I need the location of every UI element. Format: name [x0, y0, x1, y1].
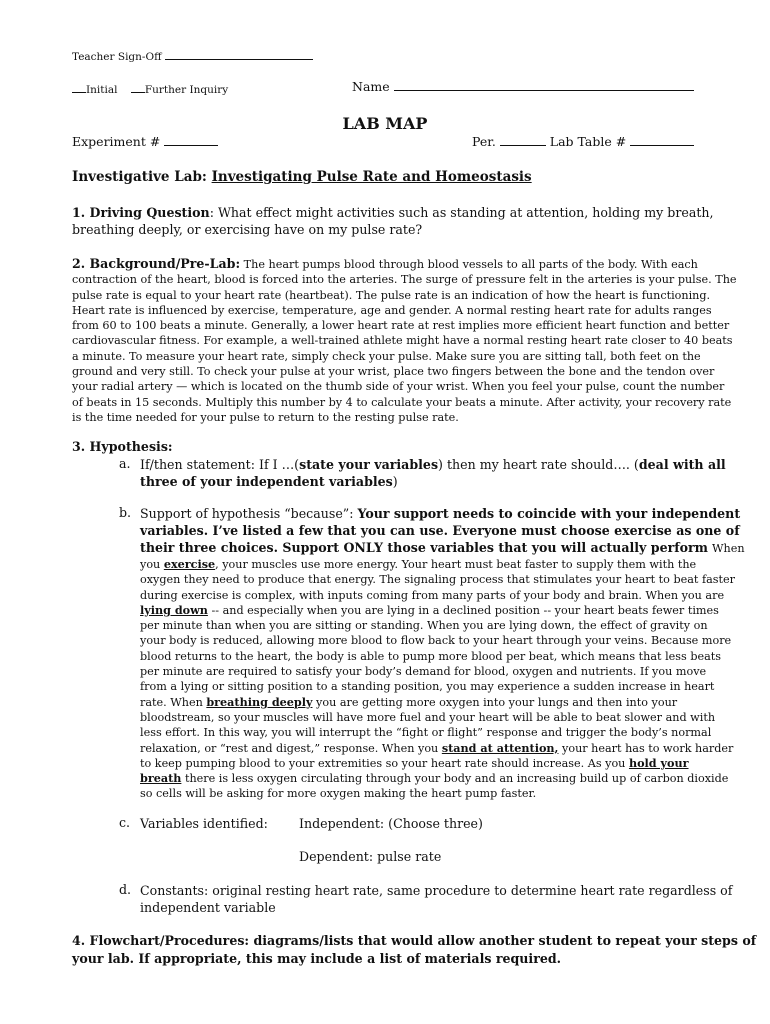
flowchart-heading: [72, 932, 756, 968]
hypothesis-d-letter: d.: [119, 882, 132, 897]
constants: [140, 882, 732, 916]
teacher-signoff: [72, 48, 313, 63]
name-blank[interactable]: [394, 79, 694, 91]
hypothesis-b-text: , your muscles use more energy. Your heart must beat faster to supply them with the: [215, 558, 697, 571]
hypothesis-b-text: your heart has to work harder: [558, 741, 734, 755]
driving-question-text-1: : What effect might activities such as standing at attention, holding my breath,: [209, 205, 714, 220]
hypothesis-b: [140, 505, 745, 802]
driving-question: [72, 204, 712, 238]
background-line: pulse rate is equal to your heart rate (heartbeat). The pulse rate is an indication of how the heart is functioning.: [72, 288, 711, 302]
hypothesis-a-bold: three of your independent variables: [140, 474, 393, 489]
variables-label: Variables identified:: [140, 816, 268, 831]
hypothesis-b-keyword: breath: [140, 771, 182, 786]
hypothesis-b-text: bloodstream, so your muscles will have more fuel and your heart will be able to beat slower and with: [140, 710, 716, 724]
hypothesis-b-keyword: exercise: [163, 557, 216, 571]
flowchart-line: your lab. If appropriate, this may include a list of materials required.: [72, 951, 562, 966]
constants-line: Constants: original resting heart rate, same procedure to determine heart rate regardless of: [140, 883, 733, 898]
experiment-field: [72, 134, 218, 149]
hypothesis-b-bold: Your support needs to coincide with your independent: [357, 506, 741, 521]
background-section: [72, 256, 737, 425]
driving-question-text-2: breathing deeply, or exercising have on my pulse rate?: [72, 222, 423, 237]
lab-table-blank[interactable]: [630, 134, 694, 146]
driving-question-heading: 1. Driving Question: [72, 205, 210, 220]
hypothesis-b-lead: Support of hypothesis “because”:: [140, 506, 358, 521]
hypothesis-a-text: If/then statement: If I …(: [140, 457, 300, 472]
hypothesis-b-text: during exercise is complex, with inputs coming from many parts of your body and brain. When you are: [140, 588, 725, 602]
initial-blank[interactable]: [72, 81, 86, 93]
background-line: from 60 to 100 beats a minute. Generally, a lower heart rate at rest implies more efficient heart function and better: [72, 319, 730, 333]
name-label: Name: [352, 79, 390, 94]
hypothesis-b-text: your body is reduced, allowing more blood to flow back to your heart through your veins. Because more: [140, 634, 732, 648]
constants-line: independent variable: [140, 900, 276, 915]
hypothesis-c-letter: c.: [119, 815, 131, 830]
flowchart-line: 4. Flowchart/Procedures: diagrams/lists that would allow another student to repeat your steps of: [72, 933, 757, 948]
period-blank[interactable]: [500, 134, 546, 146]
background-line: cardiovascular fitness. For example, a well-trained athlete might have a normal resting heart rate closer to 40 beats: [72, 334, 733, 348]
hypothesis-b-bold: their three choices. Support ONLY those variables that you will actually perform: [140, 540, 708, 555]
hypothesis-b-text: blood returns to the heart, the body is able to pump more blood per beat, which means that less beats: [140, 649, 722, 663]
background-line: The heart pumps blood through blood vessels to all parts of the body. With each: [243, 258, 698, 271]
hypothesis-b-bold: variables. I’ve listed a few that you can use. Everyone must choose exercise as one of: [140, 523, 740, 538]
hypothesis-b-keyword: hold your: [628, 755, 689, 770]
hypothesis-b-keyword: breathing deeply: [206, 694, 313, 709]
hypothesis-b-text: When: [712, 542, 745, 555]
hypothesis-b-text: you are getting more oxygen into your lungs and then into your: [312, 695, 678, 709]
hypothesis-b-letter: b.: [119, 505, 132, 520]
hypothesis-b-keyword: lying down: [140, 602, 208, 617]
dependent-variable: Dependent: pulse rate: [299, 849, 442, 864]
hypothesis-b-text: per minute than when you are sitting or standing. When you are lying down, the effect of gravity on: [140, 619, 708, 633]
further-inquiry-blank[interactable]: [131, 81, 145, 93]
period-table-field: [472, 134, 694, 149]
hypothesis-a-text: ): [392, 474, 398, 489]
hypothesis-a-letter: a.: [119, 456, 131, 471]
hypothesis-a-text: ) then my heart rate should…. (: [438, 457, 639, 472]
teacher-signoff-label: Teacher Sign-Off: [72, 51, 162, 63]
hypothesis-b-text: rate. When: [140, 695, 207, 709]
hypothesis-b-text: so cells will be asking for more oxygen making the heart pump faster.: [140, 787, 537, 801]
initial-label: Initial: [86, 84, 118, 96]
background-line: of beats in 15 seconds. Multiply this number by 4 to calculate your beats a minute. After activity, your recovery rate: [72, 395, 732, 409]
lab-title-name: Investigating Pulse Rate and Homeostasis: [211, 169, 532, 185]
background-line: a minute. To measure your heart rate, simply check your pulse. Make sure you are sitting tall, both feet on the: [72, 349, 701, 363]
background-line: ground and very still. To check your pulse at your wrist, place two fingers between the bone and the tendon over: [72, 365, 715, 379]
experiment-label: Experiment #: [72, 134, 161, 149]
independent-variable: Independent: (Choose three): [299, 816, 483, 831]
background-heading: 2. Background/Pre-Lab:: [72, 256, 241, 271]
hypothesis-b-keyword: stand at attention,: [441, 740, 559, 755]
hypothesis-heading: 3. Hypothesis:: [72, 439, 173, 454]
hypothesis-b-text: -- and especially when you are lying in a declined position -- your heart beats fewer times: [207, 603, 719, 617]
hypothesis-b-text: per minute are required to satisfy your body’s demand for blood, oxygen and nutrients. If you move: [140, 665, 707, 679]
background-line: is the time needed for your pulse to return to the resting pulse rate.: [72, 410, 459, 424]
lab-table-label: Lab Table #: [549, 134, 627, 149]
teacher-signoff-blank[interactable]: [165, 48, 313, 60]
hypothesis-b-text: to keep pumping blood to your extremities so your heart rate should increase. As you: [140, 756, 629, 770]
page-title: LAB MAP: [342, 114, 428, 133]
period-label: Per.: [472, 134, 496, 149]
hypothesis-a-bold: deal with all: [638, 457, 726, 472]
hypothesis-b-text: oxygen they need to produce that energy. The signaling process that stimulates your heart to beat faster: [140, 573, 735, 587]
hypothesis-b-text: from a lying or sitting position to a standing position, you may experience a sudden increase in heart: [140, 680, 715, 694]
background-line: Heart rate is influenced by exercise, temperature, age and gender. A normal resting heart rate for adults ranges: [72, 303, 712, 317]
hypothesis-b-text: there is less oxygen circulating through your body and an increasing build up of carbon dioxide: [181, 772, 729, 786]
lab-title-prefix: Investigative Lab:: [72, 169, 207, 185]
lab-title: [72, 169, 532, 185]
experiment-blank[interactable]: [164, 134, 218, 146]
hypothesis-a-bold: state your variables: [299, 457, 439, 472]
background-line: contraction of the heart, blood is forced into the arteries. The surge of pressure felt in the arteries is your pulse. The: [72, 273, 737, 287]
name-field: [352, 79, 694, 94]
hypothesis-b-text: less effort. In this way, you will interrupt the “fight or flight” response and trigger the body’s normal: [140, 726, 712, 740]
background-line: your radial artery — which is located on the thumb side of your wrist. When you feel your pulse, count the number: [72, 380, 725, 394]
hypothesis-b-text: you: [140, 558, 164, 571]
further-inquiry-label: Further Inquiry: [144, 84, 229, 96]
inquiry-options: [72, 81, 228, 96]
hypothesis-a: [140, 456, 726, 490]
hypothesis-b-text: relaxation, or “rest and digest,” response. When you: [140, 741, 442, 755]
